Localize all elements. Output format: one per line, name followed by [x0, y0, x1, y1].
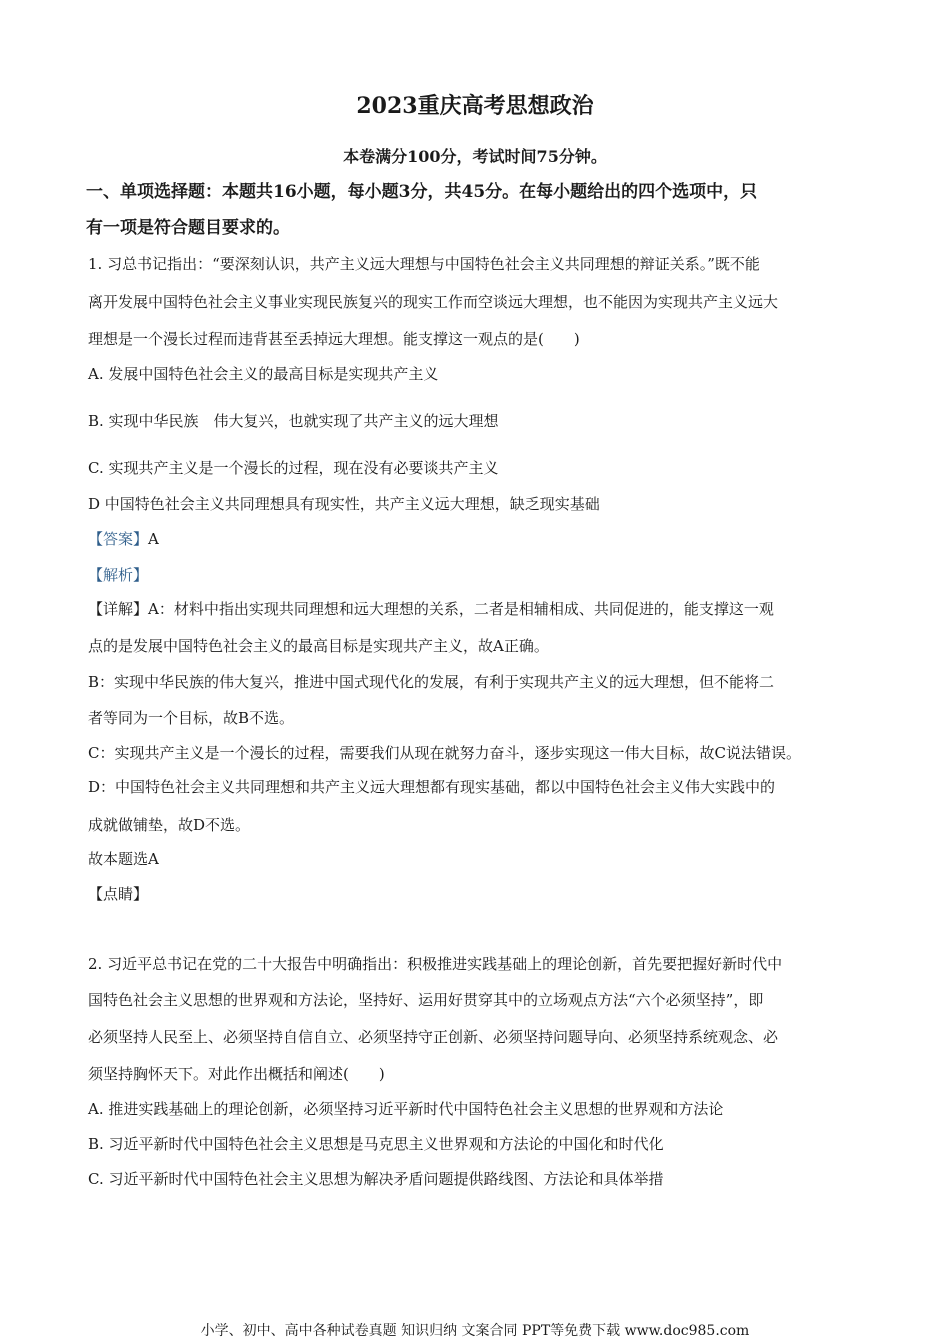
- q1-option-d: D 中国特色社会主义共同理想具有现实性，共产主义远大理想，缺乏现实基础: [88, 495, 600, 513]
- q2-stem-line-4: 须坚持胸怀天下。对此作出概括和阐述( ): [88, 1065, 385, 1083]
- section-heading-line-2: 有一项是符合题目要求的。: [86, 218, 290, 238]
- q1-option-a: A. 发展中国特色社会主义的最高目标是实现共产主义: [88, 365, 439, 383]
- q2-stem-line-1: 2. 习近平总书记在党的二十大报告中明确指出：积极推进实践基础上的理论创新，首先要把握好新时代中: [88, 955, 783, 973]
- exam-info: 本卷满分100分，考试时间75分钟。: [343, 147, 607, 166]
- q1-conclusion: 故本题选A: [88, 850, 159, 868]
- q1-stem-line-1: 1. 习总书记指出：“要深刻认识，共产主义远大理想与中国特色社会主义共同理想的辩证关系。”既不能: [88, 255, 760, 273]
- q2-stem-line-2: 国特色社会主义思想的世界观和方法论，坚持好、运用好贯穿其中的立场观点方法“六个必须坚持”，即: [88, 991, 764, 1009]
- q2-option-c: C. 习近平新时代中国特色社会主义思想为解决矛盾问题提供路线图、方法论和具体举措: [88, 1170, 664, 1188]
- q2-option-b: B. 习近平新时代中国特色社会主义思想是马克思主义世界观和方法论的中国化和时代化: [88, 1135, 664, 1153]
- q2-stem-line-3: 必须坚持人民至上、必须坚持自信自立、必须坚持守正创新、必须坚持问题导向、必须坚持系统观念、必: [88, 1028, 779, 1046]
- q1-stem-line-2: 离开发展中国特色社会主义事业实现民族复兴的现实工作而空谈远大理想，也不能因为实现共产主义远大: [88, 293, 779, 311]
- q1-detail-line-7: 成就做铺垫，故D不选。: [88, 816, 251, 834]
- q1-option-c: C. 实现共产主义是一个漫长的过程，现在没有必要谈共产主义: [88, 459, 499, 477]
- page-title: 2023重庆高考思想政治: [356, 93, 594, 119]
- q2-option-a: A. 推进实践基础上的理论创新，必须坚持习近平新时代中国特色社会主义思想的世界观和方法论: [88, 1100, 724, 1118]
- q1-detail-line-5: C：实现共产主义是一个漫长的过程，需要我们从现在就努力奋斗，逐步实现这一伟大目标，故C说法错误。: [88, 744, 801, 762]
- q1-analysis-tag: 【解析】: [88, 566, 149, 584]
- q1-detail-line-2: 点的是发展中国特色社会主义的最高目标是实现共产主义，故A正确。: [88, 637, 549, 655]
- q1-detail-line-6: D：中国特色社会主义共同理想和共产主义远大理想都有现实基础，都以中国特色社会主义伟大实践中的: [88, 778, 776, 796]
- q1-detail-line-1: 【详解】A：材料中指出实现共同理想和远大理想的关系，二者是相辅相成、共同促进的，能支撑这一观: [88, 600, 774, 618]
- section-heading-line-1: 一、单项选择题：本题共16小题，每小题3分，共45分。在每小题给出的四个选项中，只: [86, 182, 758, 202]
- q1-detail-line-4: 者等同为一个目标，故B不选。: [88, 709, 295, 727]
- answer-tag: 【答案】: [88, 530, 149, 548]
- q1-stem-line-3: 理想是一个漫长过程而违背甚至丢掉远大理想。能支撑这一观点的是( ): [88, 330, 580, 348]
- q1-remark-tag: 【点睛】: [88, 885, 149, 903]
- footer-promo: 小学、初中、高中各种试卷真题 知识归纳 文案合同 PPT等免费下载 www.doc985.com: [200, 1323, 750, 1339]
- q1-detail-line-3: B：实现中华民族的伟大复兴，推进中国式现代化的发展，有利于实现共产主义的远大理想，但不能将二: [88, 673, 775, 691]
- q1-answer: [88, 529, 159, 549]
- q1-option-b: B. 实现中华民族 伟大复兴，也就实现了共产主义的远大理想: [88, 412, 499, 430]
- answer-value: A: [148, 530, 159, 548]
